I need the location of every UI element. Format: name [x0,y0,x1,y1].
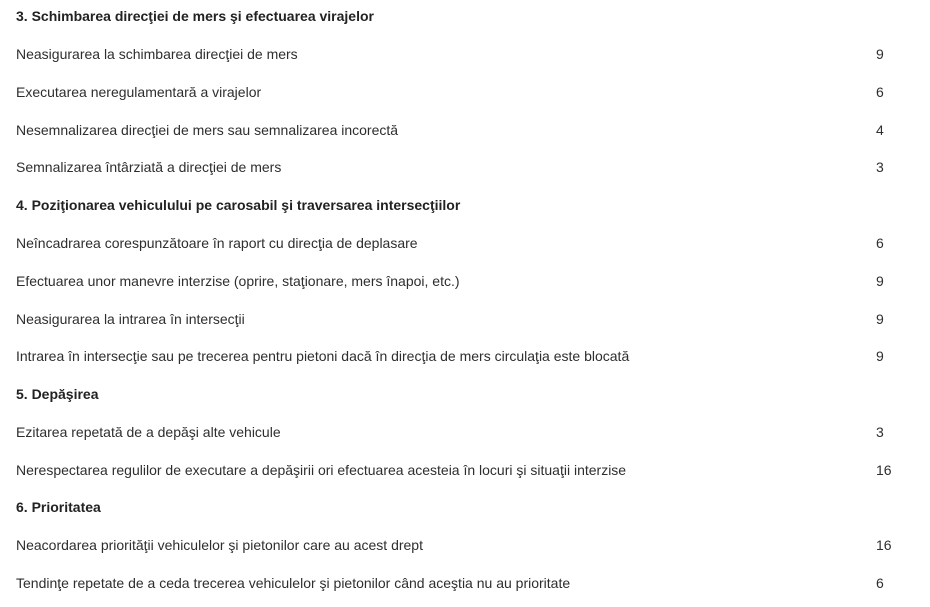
item-points: 9 [876,311,884,327]
item-points: 9 [876,273,884,289]
item-label: Neacordarea priorităţii vehiculelor şi pietonilor care au acest drept [16,537,423,553]
item-label: Nerespectarea regulilor de executare a depăşirii ori efectuarea acesteia în locuri şi situaţii interzise [16,462,627,478]
item-points: 9 [876,46,884,62]
section-heading: 4. Poziţionarea vehiculului pe carosabil şi traversarea intersecţiilor [16,197,461,213]
item-points: 3 [876,424,884,440]
table-row [0,227,930,265]
item-label: Neîncadrarea corespunzătoare în raport cu direcţia de deplasare [16,235,418,251]
item-points: 4 [876,122,884,138]
item-label: Neasigurarea la schimbarea direcţiei de mers [16,46,298,62]
item-label: Neasigurarea la intrarea în intersecţii [16,311,245,327]
item-points: 6 [876,84,884,100]
section-heading-row [0,378,930,416]
table-row [0,416,930,454]
table-row [0,76,930,114]
item-points: 16 [876,462,892,478]
table-row [0,567,930,605]
item-label: Efectuarea unor manevre interzise (oprire, staţionare, mers înapoi, etc.) [16,273,460,289]
item-points: 16 [876,537,892,553]
table-row [0,114,930,152]
table-row [0,265,930,303]
table-row [0,454,930,492]
item-label: Ezitarea repetată de a depăşi alte vehicule [16,424,281,440]
item-points: 6 [876,575,884,591]
item-label: Semnalizarea întârziată a direcţiei de mers [16,159,282,175]
section-heading: 6. Prioritatea [16,499,101,515]
table-row [0,151,930,189]
table-row [0,38,930,76]
table-row [0,303,930,341]
section-heading-row [0,189,930,227]
item-points: 6 [876,235,884,251]
item-label: Executarea neregulamentară a virajelor [16,84,262,100]
item-points: 9 [876,348,884,364]
item-label: Intrarea în intersecţie sau pe trecerea pentru pietoni dacă în direcţia de mers circulaţia este blocată [16,348,630,364]
table-row [0,529,930,567]
item-points: 3 [876,159,884,175]
item-label: Tendinţe repetate de a ceda trecerea vehiculelor şi pietonilor când aceştia nu au prioritate [16,575,571,591]
item-label: Nesemnalizarea direcţiei de mers sau semnalizarea incorectă [16,122,399,138]
section-heading-row [0,0,930,38]
table-row [0,340,930,378]
section-heading: 3. Schimbarea direcţiei de mers şi efectuarea virajelor [16,8,374,24]
section-heading-row [0,491,930,529]
section-heading: 5. Depăşirea [16,386,99,402]
